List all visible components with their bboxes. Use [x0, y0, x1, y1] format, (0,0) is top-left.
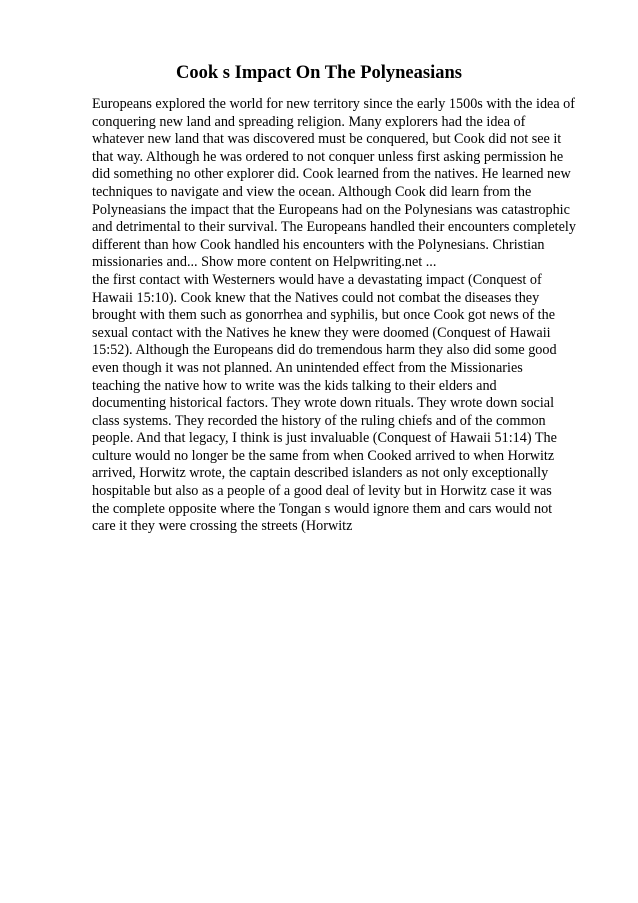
body-line: sexual contact with the Natives he knew they were doomed (Conquest of Hawaii [92, 324, 551, 341]
body-line: 15:52). Although the Europeans did do tremendous harm they also did some good [92, 342, 557, 359]
body-line: even though it was not planned. An unintended effect from the Missionaries [92, 359, 523, 376]
show-more-line: missionaries and... Show more content on Helpwriting.net ... [92, 254, 437, 271]
body-line: that way. Although he was ordered to not conquer unless first asking permission he [92, 148, 564, 165]
body-line: Hawaii 15:10). Cook knew that the Natives could not combat the diseases they [92, 289, 540, 306]
body-line: and detrimental to their survival. The Europeans handled their encounters completely [92, 219, 576, 236]
body-line: arrived, Horwitz wrote, the captain described islanders as not only exceptionally [92, 465, 549, 482]
body-line: did something no other explorer did. Cook learned from the natives. He learned new [92, 166, 571, 183]
body-line: people. And that legacy, I think is just invaluable (Conquest of Hawaii 51:14) The [92, 430, 557, 447]
body-line: conquering new land and spreading religion. Many explorers had the idea of [92, 113, 526, 130]
document-body [92, 96, 632, 536]
body-line: class systems. They recorded the history of the ruling chiefs and of the common [92, 412, 546, 429]
body-line: the first contact with Westerners would have a devastating impact (Conquest of [92, 271, 542, 288]
document-title: Cook s Impact On The Polyneasians [176, 63, 462, 83]
body-line: care it they were crossing the streets (Horwitz [92, 518, 353, 535]
body-line: culture would no longer be the same from when Cooked arrived to when Horwitz [92, 447, 555, 464]
body-line: documenting historical factors. They wrote down rituals. They wrote down social [92, 395, 555, 412]
body-line: whatever new land that was discovered must be conquered, but Cook did not see it [92, 131, 562, 148]
body-line: hospitable but also as a people of a good deal of levity but in Horwitz case it was [92, 483, 552, 500]
body-line: Polyneasians the impact that the Europeans had on the Polynesians was catastrophic [92, 201, 570, 218]
body-line: brought with them such as gonorrhea and syphilis, but once Cook got news of the [92, 307, 555, 324]
body-line: techniques to navigate and view the ocean. Although Cook did learn from the [92, 183, 532, 200]
body-line: different than how Cook handled his encounters with the Polynesians. Christian [92, 236, 545, 253]
body-line: Europeans explored the world for new territory since the early 1500s with the idea of [92, 96, 576, 112]
body-line: teaching the native how to write was the kids talking to their elders and [92, 377, 497, 394]
body-line: the complete opposite where the Tongan s would ignore them and cars would not [92, 500, 553, 517]
